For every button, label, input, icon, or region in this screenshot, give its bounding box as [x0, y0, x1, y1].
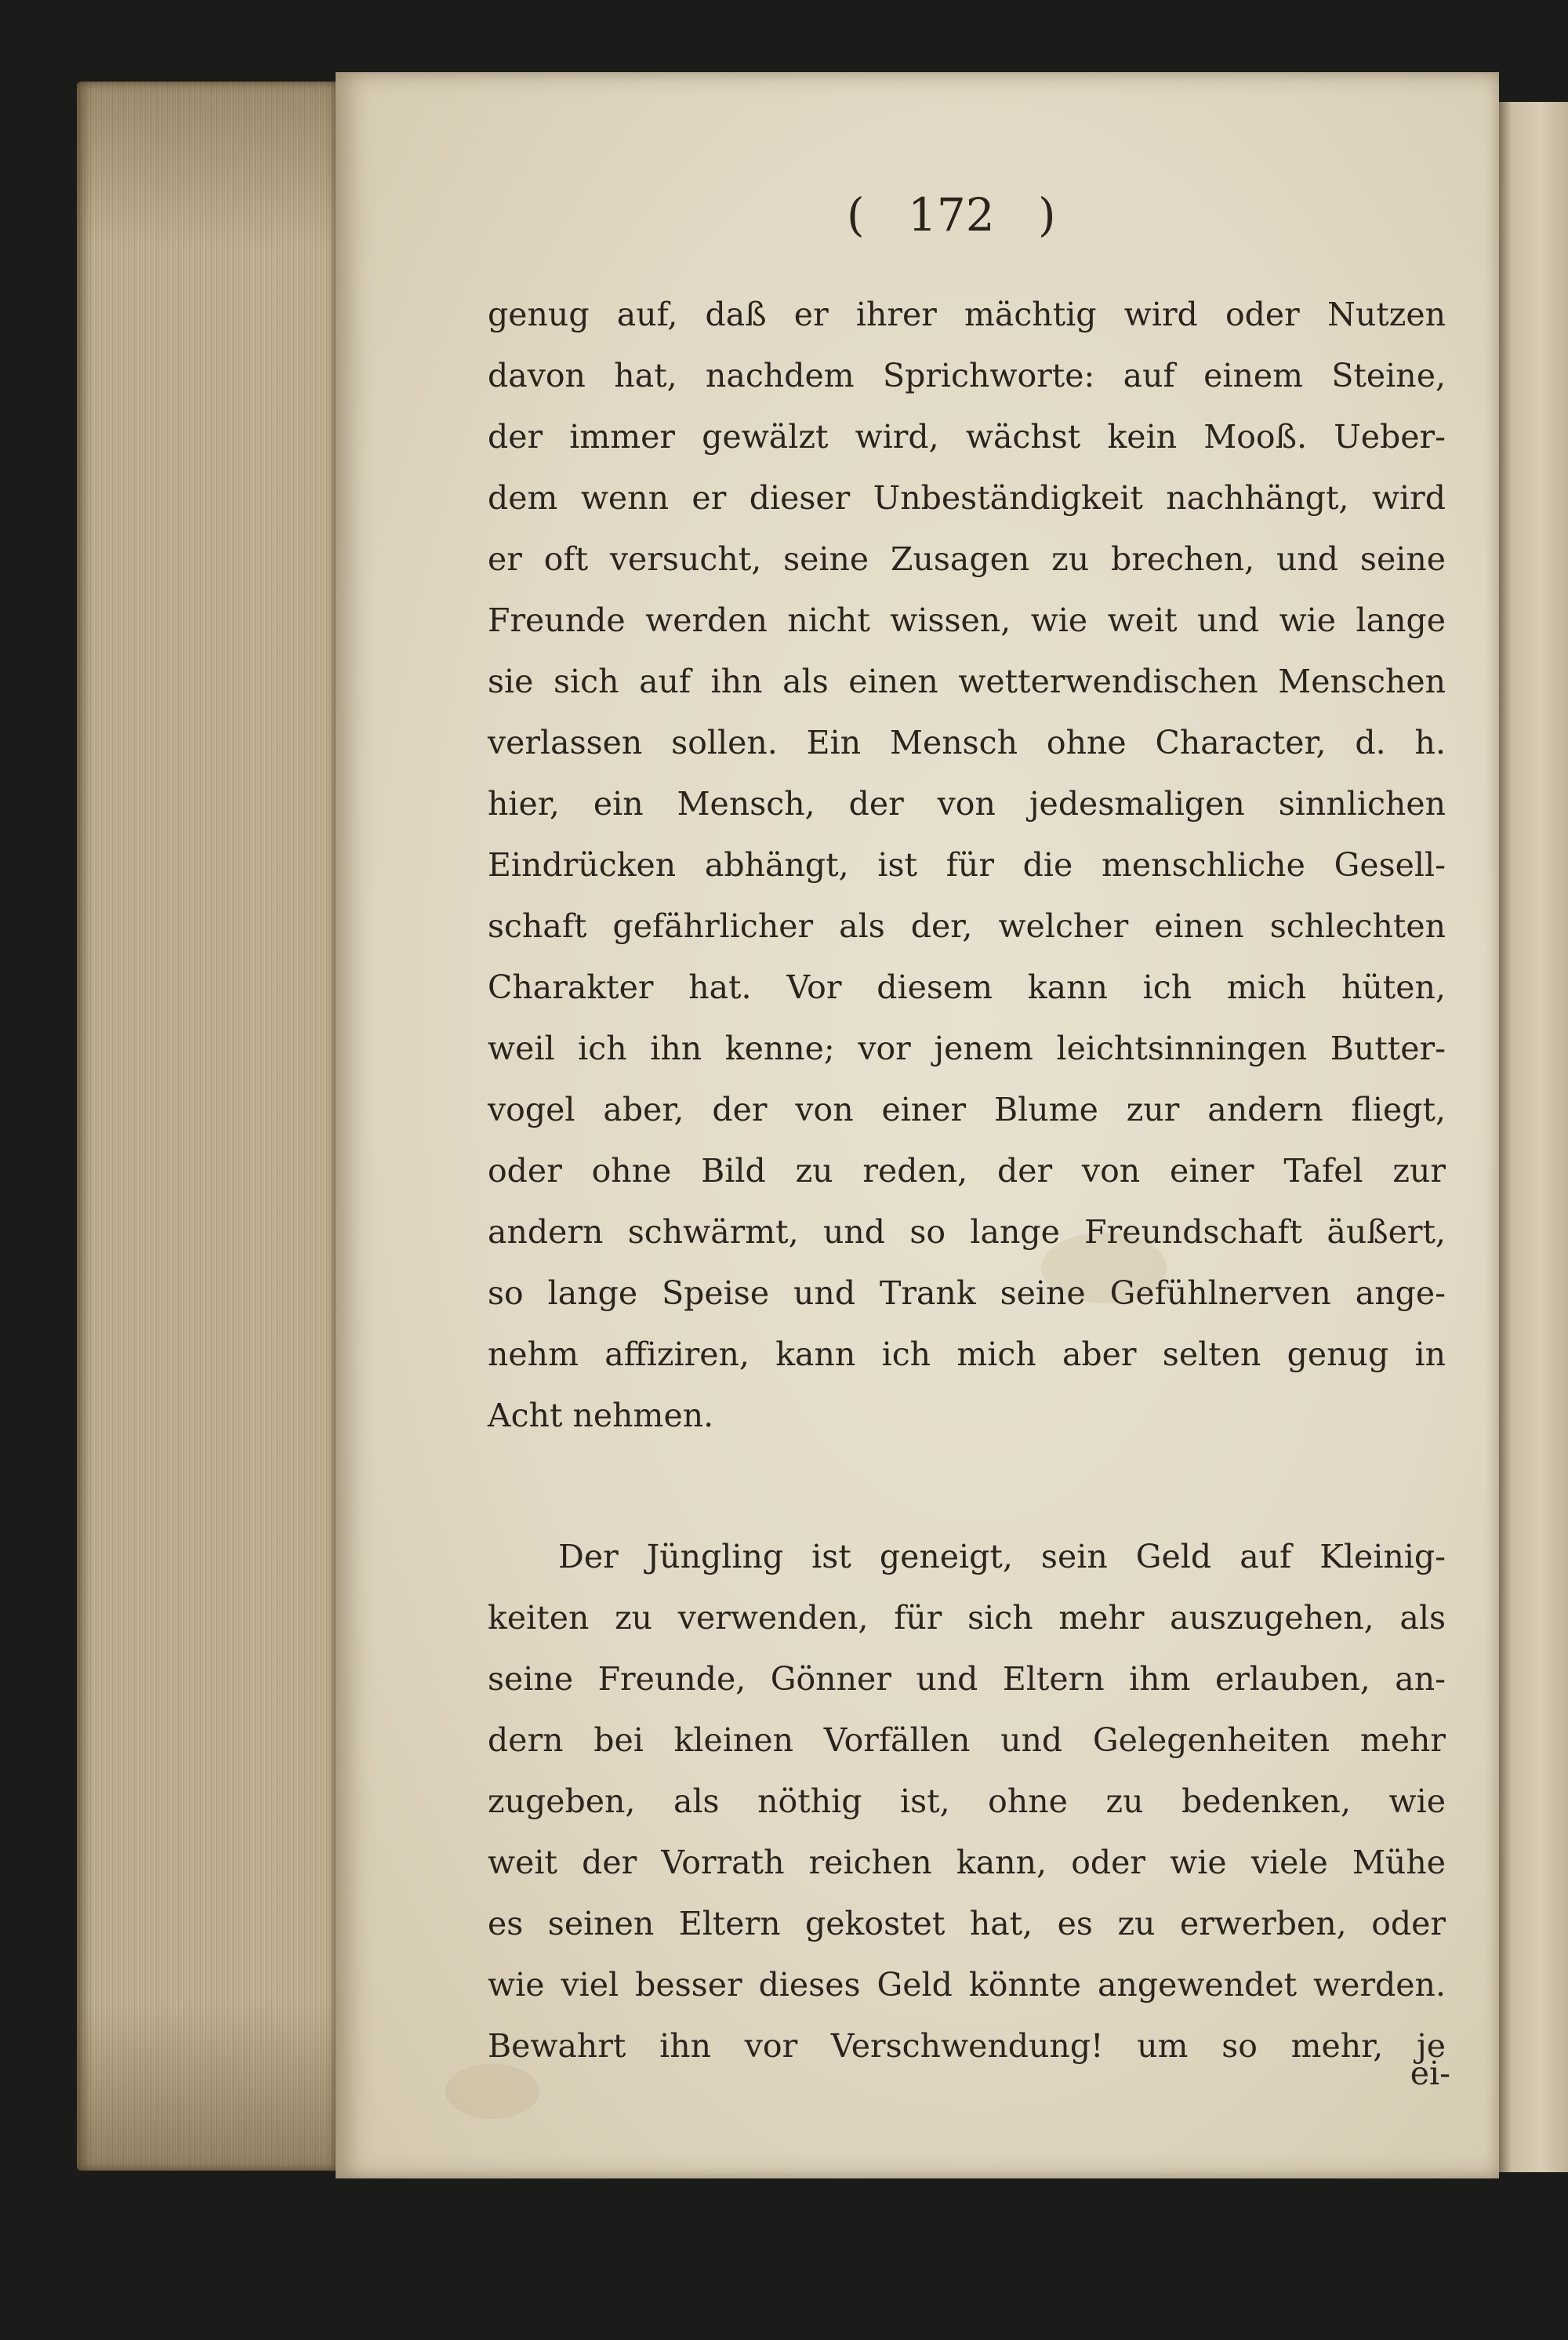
paragraph — [488, 284, 1446, 1446]
text-line: hier, ein Mensch, der von jedesmaligen sinnlichen — [488, 785, 1446, 823]
body-text — [488, 284, 1446, 2077]
text-line: der immer gewälzt wird, wächst kein Mooß. Ueber- — [488, 418, 1446, 456]
text-line: so lange Speise und Trank seine Gefühlnerven ange- — [488, 1274, 1446, 1312]
text-line: schaft gefährlicher als der, welcher einen schlechten — [488, 907, 1446, 945]
text-line: dem wenn er dieser Unbeständigkeit nachhängt, wird — [488, 479, 1446, 517]
text-line: davon hat, nachdem Sprichworte: auf einem Steine, — [488, 357, 1446, 394]
text-line: verlassen sollen. Ein Mensch ohne Character, d. h. — [488, 724, 1446, 761]
text-line: vogel aber, der von einer Blume zur andern fliegt, — [488, 1091, 1446, 1128]
text-line: weit der Vorrath reichen kann, oder wie viele Mühe — [488, 1844, 1446, 1881]
paragraph-gap — [488, 1446, 1446, 1526]
text-line: dern bei kleinen Vorfällen und Gelegenheiten mehr — [488, 1721, 1446, 1759]
facing-page-edge — [1499, 102, 1568, 2172]
page-number-header: ( 172 ) — [847, 188, 1056, 242]
text-line: Freunde werden nicht wissen, wie weit und wie lange — [488, 601, 1446, 639]
text-line: keiten zu verwenden, für sich mehr auszugehen, als — [488, 1599, 1446, 1637]
text-line: Bewahrt ihn vor Verschwendung! um so mehr, je — [488, 2027, 1446, 2065]
text-line: Charakter hat. Vor diesem kann ich mich hüten, — [488, 968, 1446, 1006]
catchword: ei- — [1410, 2055, 1450, 2092]
text-line: weil ich ihn kenne; vor jenem leichtsinningen Butter- — [488, 1030, 1446, 1067]
text-line: zugeben, als nöthig ist, ohne zu bedenken, wie — [488, 1782, 1446, 1820]
text-line: Eindrücken abhängt, ist für die menschliche Gesell- — [488, 846, 1446, 884]
text-line: wie viel besser dieses Geld könnte angewendet werden. — [488, 1966, 1446, 2004]
paragraph — [488, 1526, 1446, 2077]
book-fore-edge-shading — [77, 82, 336, 2171]
text-line: nehm affiziren, kann ich mich aber selten genug in — [488, 1335, 1446, 1373]
text-line: andern schwärmt, und so lange Freundschaft äußert, — [488, 1213, 1446, 1251]
text-line: sie sich auf ihn als einen wetterwendischen Menschen — [488, 663, 1446, 700]
text-line: Der Jüngling ist geneigt, sein Geld auf Kleinig- — [558, 1538, 1446, 1575]
text-line: er oft versucht, seine Zusagen zu brechen, und seine — [488, 540, 1446, 578]
text-line: seine Freunde, Gönner und Eltern ihm erlauben, an- — [488, 1660, 1446, 1698]
text-line: es seinen Eltern gekostet hat, es zu erwerben, oder — [488, 1905, 1446, 1942]
text-line: Acht nehmen. — [488, 1397, 714, 1434]
text-line: oder ohne Bild zu reden, der von einer Tafel zur — [488, 1152, 1446, 1190]
text-line: genug auf, daß er ihrer mächtig wird oder Nutzen — [488, 296, 1446, 333]
